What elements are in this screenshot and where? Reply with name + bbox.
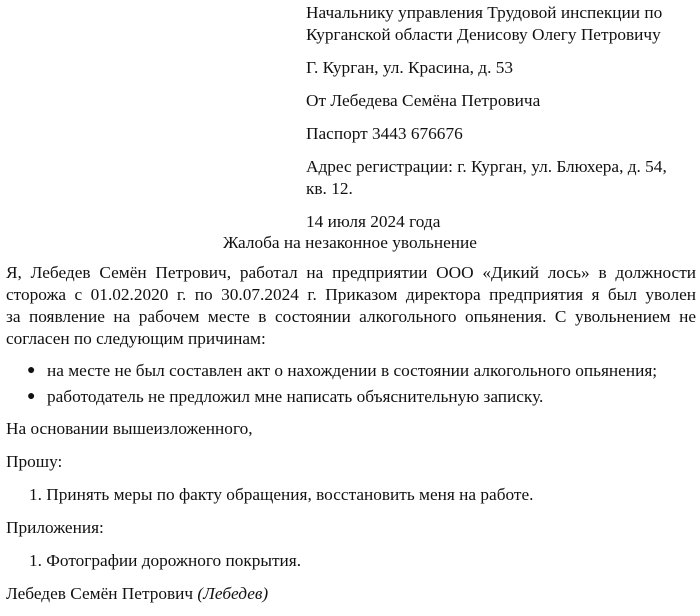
- sender: [306, 90, 698, 112]
- intro-line: согласен по следующим причинам:: [6, 329, 266, 348]
- request-item: 1. Принять меры по факту обращения, восстановить меня на работе.: [29, 485, 534, 504]
- reason-item: [6, 360, 696, 382]
- passport-text: Паспорт 3443 676676: [306, 124, 463, 143]
- reasons-list: [6, 360, 696, 408]
- document-body: [6, 262, 696, 616]
- attachment-item: 1. Фотографии дорожного покрытия.: [29, 551, 302, 570]
- document-header: [306, 2, 698, 244]
- signature: [6, 583, 696, 605]
- signature-handwritten: (Лебедев): [197, 584, 269, 603]
- intro-line: за появление на рабочем месте в состоянии алкогольного опьянения. С увольнением не: [6, 307, 696, 326]
- bullet-icon: ●: [27, 389, 36, 404]
- addressee-address-text: Г. Курган, ул. Красина, д. 53: [306, 58, 514, 77]
- attachments-label: Приложения:: [6, 518, 104, 537]
- reason-text: работодатель не предложил мне написать объяснительную записку.: [47, 387, 544, 406]
- request-label: Прошу:: [6, 452, 63, 471]
- sender-text: От Лебедева Семёна Петровича: [306, 91, 541, 110]
- registration-line: Адрес регистрации: г. Курган, ул. Блюхера, д. 54,: [306, 157, 667, 176]
- reason-text: на месте не был составлен акт о нахождении в состоянии алкогольного опьянения;: [47, 361, 658, 380]
- reason-item: [6, 386, 696, 408]
- passport: [306, 123, 698, 145]
- basis-text: На основании вышеизложенного,: [6, 419, 253, 438]
- intro-paragraph: [6, 262, 696, 350]
- document-date: [306, 211, 698, 233]
- registration-line: кв. 12.: [306, 179, 353, 198]
- intro-line: Я, Лебедев Семён Петрович, работал на предприятии ООО «Дикий лось» в должности: [6, 263, 696, 282]
- addressee-line: Курганской области Денисову Олегу Петровичу: [306, 25, 661, 44]
- addressee-address: [306, 57, 698, 79]
- registration-address: [306, 156, 698, 200]
- intro-line: сторожа с 01.02.2020 г. по 30.07.2024 г. Приказом директора предприятия я был уволен: [6, 285, 696, 304]
- bullet-icon: ●: [27, 363, 36, 378]
- addressee-line: Начальнику управления Трудовой инспекции по: [306, 3, 663, 22]
- addressee: [306, 2, 698, 46]
- date-text: 14 июля 2024 года: [306, 212, 441, 231]
- document-title: Жалоба на незаконное увольнение: [223, 233, 477, 252]
- signature-name: Лебедев Семён Петрович: [6, 584, 198, 603]
